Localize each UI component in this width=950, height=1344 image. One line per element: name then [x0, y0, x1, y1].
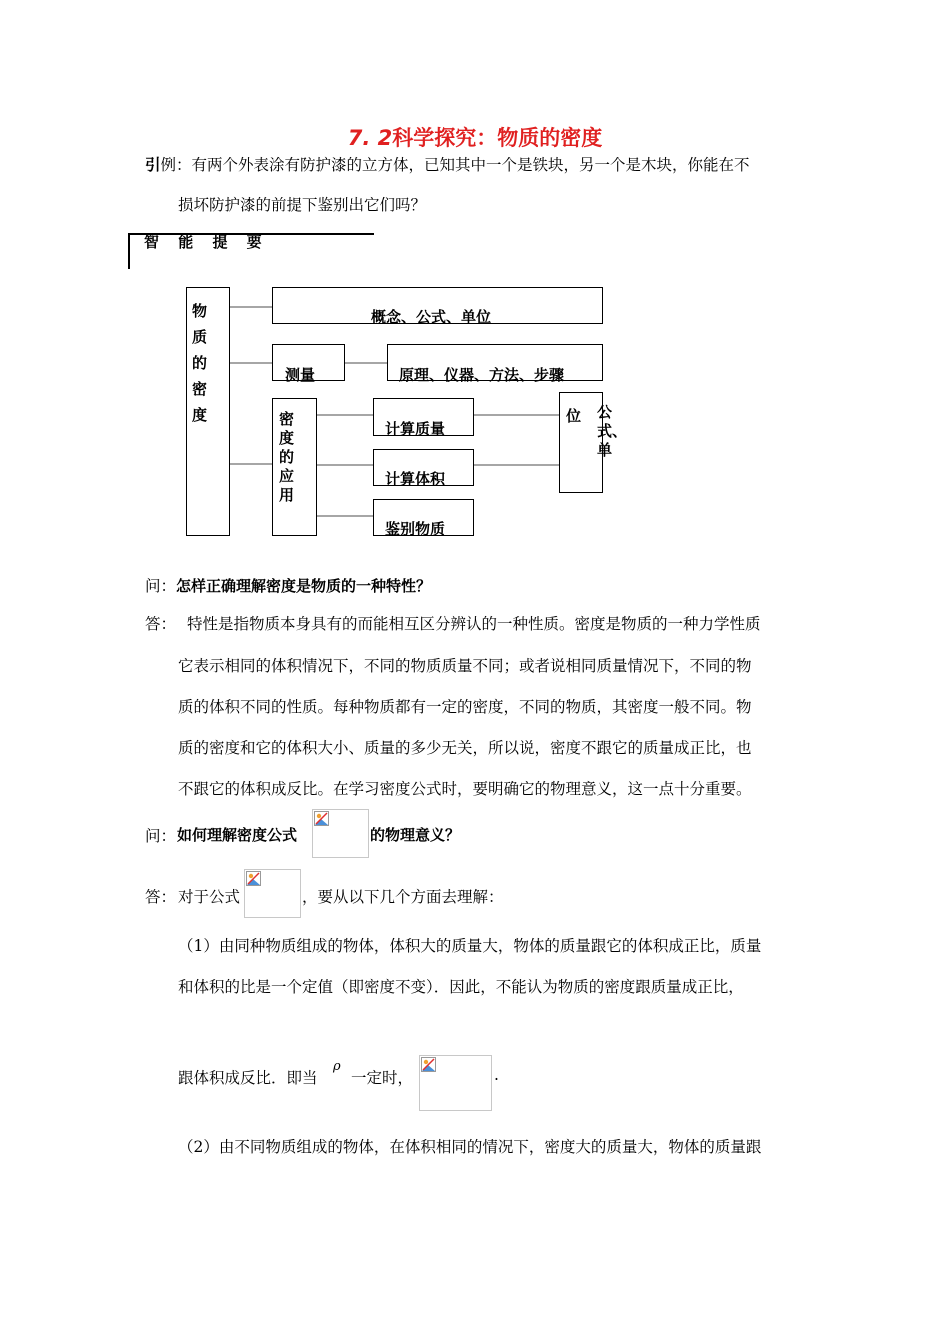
point-2-line1: （2）由不同物质组成的物体，在体积相同的情况下，密度大的质量大，物体的质量跟: [178, 1138, 762, 1156]
section-header: 智 能 提 要: [144, 233, 262, 251]
answer-2-label: 答：: [145, 888, 177, 906]
diagram-root-label: 物质的密度: [192, 302, 208, 424]
question-1-label: 问：: [145, 577, 177, 595]
connector: [474, 464, 560, 466]
answer-1-line: 质的体积不同的性质。每种物质都有一定的密度，不同的物质，其密度一般不同。物: [178, 698, 752, 716]
point-1-line3-mid: 一定时，: [351, 1069, 414, 1087]
page-title: [0, 122, 950, 152]
connector: [230, 463, 273, 465]
diagram-formula-col1: 位: [566, 407, 582, 425]
diagram-concept-label: 概念、公式、单位: [371, 308, 492, 326]
diagram-application-label: 密度的应用: [279, 410, 295, 504]
connector: [317, 464, 373, 466]
diagram-identify-label: 鉴别物质: [385, 520, 446, 538]
point-1-line1: （1）由同种物质组成的物体，体积大的质量大，物体的质量跟它的体积成正比，质量: [178, 937, 762, 955]
diagram-measure-label: 测量: [285, 366, 316, 384]
broken-image-icon: [314, 811, 329, 826]
intro-line2: 损坏防护漆的前提下鉴别出它们吗？: [178, 196, 427, 214]
connector: [474, 414, 560, 416]
connector: [230, 362, 273, 364]
point-1-line3-before: 跟体积成反比．即当: [178, 1069, 318, 1087]
title-text: 科学探究：物质的密度: [392, 126, 603, 150]
broken-image-icon: [421, 1057, 436, 1072]
rho-symbol: ρ: [333, 1059, 341, 1074]
connector: [317, 414, 373, 416]
diagram-measure-detail-label: 原理、仪器、方法、步骤: [399, 366, 565, 384]
section-rule-left: [128, 233, 130, 269]
point-1-line3-end: .: [494, 1066, 499, 1084]
diagram-calc-volume-label: 计算体积: [385, 470, 446, 488]
connector: [345, 362, 388, 364]
question-2-after: 的物理意义？: [370, 826, 461, 844]
connector: [230, 306, 273, 308]
formula-image-placeholder: [312, 809, 369, 858]
intro-line1: [145, 153, 750, 175]
point-1-line2: 和体积的比是一个定值（即密度不变）．因此，不能认为物质的密度跟质量成正比，: [178, 978, 744, 996]
diagram-calc-mass-label: 计算质量: [385, 420, 446, 438]
answer-1-line: 特性是指物质本身具有的而能相互区分辨认的一种性质。密度是物质的一种力学性质: [187, 615, 761, 633]
question-2-label: 问：: [145, 827, 177, 845]
title-number: 7. 2: [347, 126, 393, 150]
answer-1-line: 不跟它的体积成反比。在学习密度公式时，要明确它的物理意义，这一点十分重要。: [178, 780, 752, 798]
broken-image-icon: [246, 871, 261, 886]
answer-1-label: 答：: [145, 615, 177, 633]
answer-2-after: ，要从以下几个方面去理解：: [302, 888, 504, 906]
answer-1-line: 质的密度和它的体积大小、质量的多少无关，所以说，密度不跟它的质量成正比，也: [178, 739, 752, 757]
answer-2-before: 对于公式: [178, 888, 241, 906]
formula-image-placeholder: [419, 1055, 492, 1111]
diagram-formula-col2: 公式、单: [597, 403, 628, 459]
formula-image-placeholder: [244, 869, 301, 918]
connector: [317, 515, 373, 517]
question-1: [145, 574, 431, 596]
intro-text: 例：有两个外表涂有防护漆的立方体，已知其中一个是铁块，另一个是木块，你能在不: [160, 156, 750, 174]
question-2-before: 如何理解密度公式: [177, 826, 298, 844]
question-1-text: 怎样正确理解密度是物质的一种特性？: [176, 577, 432, 595]
answer-1-line: 它表示相同的体积情况下，不同的物质质量不同；或者说相同质量情况下，不同的物: [178, 657, 752, 675]
intro-label: 引: [145, 155, 161, 174]
